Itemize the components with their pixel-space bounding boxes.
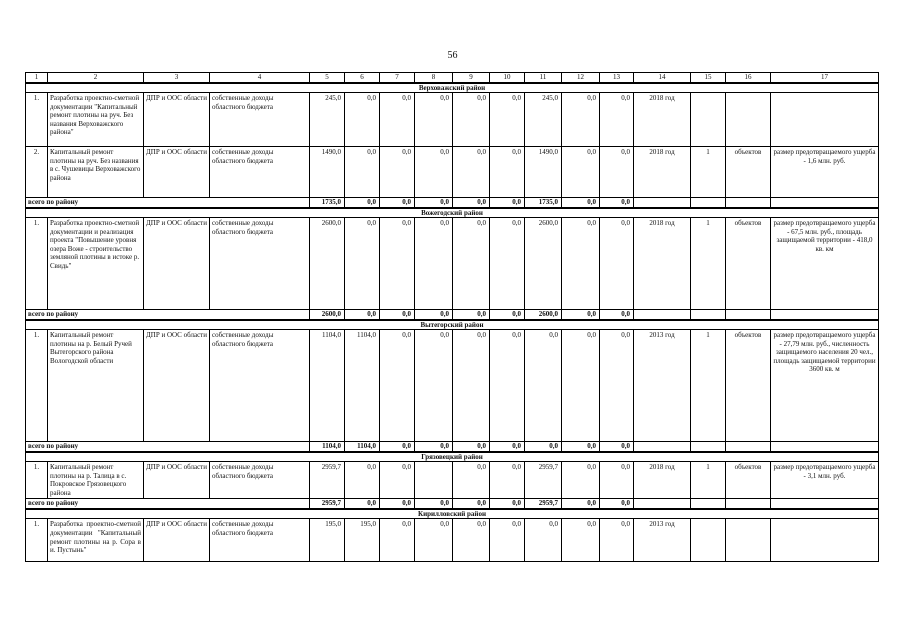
- column-number: 2: [48, 73, 144, 83]
- amount-v12: 0,0: [562, 147, 600, 198]
- total-empty: [691, 310, 726, 320]
- column-number: 10: [490, 73, 525, 83]
- total-v8: 0,0: [415, 310, 453, 320]
- total-v9: 0,0: [453, 499, 490, 509]
- funding-source: собственные доходы областного бюджета: [210, 462, 310, 499]
- total-empty: [726, 310, 771, 320]
- amount-v7: 0,0: [380, 93, 415, 147]
- amount-v6: 0,0: [345, 218, 380, 310]
- amount-v9: 0,0: [453, 330, 490, 442]
- district-total-row: [26, 499, 879, 509]
- amount-v5: 195,0: [310, 519, 345, 562]
- indicator-value: 1: [691, 147, 726, 198]
- amount-v11: 1490,0: [525, 147, 562, 198]
- expected-effect: размер предотвращаемого ущерба - 3,1 млн. руб.: [771, 462, 879, 499]
- district-name: Вожегодский район: [26, 208, 879, 218]
- total-v9: 0,0: [453, 198, 490, 208]
- total-v7: 0,0: [380, 310, 415, 320]
- district-name: Грязовецкий район: [26, 452, 879, 462]
- total-v13: 0,0: [600, 198, 634, 208]
- total-empty: [634, 310, 691, 320]
- indicator-value: [691, 519, 726, 562]
- total-v7: 0,0: [380, 499, 415, 509]
- total-empty: [691, 198, 726, 208]
- completion-year: 2013 год: [634, 330, 691, 442]
- district-name: Верховажский район: [26, 83, 879, 93]
- total-empty: [726, 499, 771, 509]
- executor: ДПР и ООС области: [144, 462, 210, 499]
- total-v11: 2600,0: [525, 310, 562, 320]
- column-number: 7: [380, 73, 415, 83]
- indicator-value: 1: [691, 330, 726, 442]
- column-number: 9: [453, 73, 490, 83]
- district-header-row: [26, 208, 879, 218]
- total-v10: 0,0: [490, 198, 525, 208]
- column-number: 11: [525, 73, 562, 83]
- amount-v13: 0,0: [600, 218, 634, 310]
- amount-v13: 0,0: [600, 330, 634, 442]
- funding-source: собственные доходы областного бюджета: [210, 93, 310, 147]
- district-total-row: [26, 310, 879, 320]
- executor: ДПР и ООС области: [144, 93, 210, 147]
- amount-v8: [415, 462, 453, 499]
- column-number: 4: [210, 73, 310, 83]
- row-number: 1.: [26, 93, 48, 147]
- row-number: 1.: [26, 330, 48, 442]
- amount-v13: 0,0: [600, 462, 634, 499]
- column-number: 1: [26, 73, 48, 83]
- amount-v6: 195,0: [345, 519, 380, 562]
- amount-v7: 0,0: [380, 330, 415, 442]
- amount-v9: 0,0: [453, 147, 490, 198]
- total-empty: [691, 442, 726, 452]
- indicator-value: [691, 93, 726, 147]
- total-v7: 0,0: [380, 198, 415, 208]
- district-header-row: [26, 320, 879, 330]
- total-v5: 1735,0: [310, 198, 345, 208]
- program-table: [25, 72, 879, 562]
- total-v8: 0,0: [415, 442, 453, 452]
- total-empty: [726, 442, 771, 452]
- total-v11: 2959,7: [525, 499, 562, 509]
- total-v5: 2959,7: [310, 499, 345, 509]
- indicator-unit: [726, 519, 771, 562]
- amount-v9: 0,0: [453, 218, 490, 310]
- indicator-unit: объектов: [726, 462, 771, 499]
- expected-effect: размер предотвращаемого ущерба - 27,79 млн. руб., численность защищаемого населения 20 чел., площадь защищаемой территории 3600 кв. м: [771, 330, 879, 442]
- total-v9: 0,0: [453, 310, 490, 320]
- total-v6: 0,0: [345, 499, 380, 509]
- indicator-unit: объектов: [726, 147, 771, 198]
- amount-v9: 0,0: [453, 519, 490, 562]
- column-number: 15: [691, 73, 726, 83]
- amount-v10: 0,0: [490, 462, 525, 499]
- amount-v13: 0,0: [600, 519, 634, 562]
- total-v5: 2600,0: [310, 310, 345, 320]
- column-number: 8: [415, 73, 453, 83]
- amount-v6: 0,0: [345, 93, 380, 147]
- indicator-value: 1: [691, 462, 726, 499]
- total-v6: 1104,0: [345, 442, 380, 452]
- district-header-row: [26, 452, 879, 462]
- amount-v8: 0,0: [415, 147, 453, 198]
- total-v10: 0,0: [490, 499, 525, 509]
- table-row: [26, 330, 879, 442]
- amount-v12: 0,0: [562, 330, 600, 442]
- district-header-row: [26, 509, 879, 519]
- amount-v10: 0,0: [490, 218, 525, 310]
- amount-v9: 0,0: [453, 462, 490, 499]
- column-number: 6: [345, 73, 380, 83]
- measure-name: Капитальный ремонт плотины на р. Талица в с. Покровское Грязовецкого района: [48, 462, 144, 499]
- total-empty: [771, 442, 879, 452]
- total-v7: 0,0: [380, 442, 415, 452]
- funding-source: собственные доходы областного бюджета: [210, 147, 310, 198]
- executor: ДПР и ООС области: [144, 330, 210, 442]
- amount-v10: 0,0: [490, 147, 525, 198]
- table-row: [26, 462, 879, 499]
- total-empty: [634, 442, 691, 452]
- column-number: 17: [771, 73, 879, 83]
- total-v5: 1104,0: [310, 442, 345, 452]
- total-v12: 0,0: [562, 442, 600, 452]
- amount-v11: 2600,0: [525, 218, 562, 310]
- funding-source: собственные доходы областного бюджета: [210, 330, 310, 442]
- amount-v8: 0,0: [415, 218, 453, 310]
- measure-name: Разработка проектно-сметной документации "Капитальный ремонт плотины на р. Сора в и. Пустынь": [48, 519, 144, 562]
- measure-name: Разработка проектно-сметной документации "Капитальный ремонт плотины на руч. Без названия Верховажского района": [48, 93, 144, 147]
- amount-v9: 0,0: [453, 93, 490, 147]
- column-number-row: [26, 73, 879, 83]
- district-total-row: [26, 198, 879, 208]
- total-empty: [771, 310, 879, 320]
- total-empty: [634, 198, 691, 208]
- total-v11: 0,0: [525, 442, 562, 452]
- district-header-row: [26, 83, 879, 93]
- total-v10: 0,0: [490, 442, 525, 452]
- district-name: Кирилловский район: [26, 509, 879, 519]
- total-v12: 0,0: [562, 499, 600, 509]
- amount-v5: 245,0: [310, 93, 345, 147]
- total-v13: 0,0: [600, 310, 634, 320]
- total-empty: [726, 198, 771, 208]
- total-v6: 0,0: [345, 310, 380, 320]
- amount-v11: 245,0: [525, 93, 562, 147]
- total-v8: 0,0: [415, 198, 453, 208]
- total-empty: [771, 499, 879, 509]
- amount-v10: 0,0: [490, 330, 525, 442]
- completion-year: 2018 год: [634, 462, 691, 499]
- amount-v11: 0,0: [525, 330, 562, 442]
- column-number: 5: [310, 73, 345, 83]
- amount-v10: 0,0: [490, 93, 525, 147]
- amount-v10: 0,0: [490, 519, 525, 562]
- amount-v5: 1104,0: [310, 330, 345, 442]
- table-row: [26, 218, 879, 310]
- indicator-unit: [726, 93, 771, 147]
- amount-v5: 1490,0: [310, 147, 345, 198]
- measure-name: Капитальный ремонт плотины на р. Белый Ручей Вытегорского района Вологодской области: [48, 330, 144, 442]
- amount-v8: 0,0: [415, 519, 453, 562]
- total-v10: 0,0: [490, 310, 525, 320]
- amount-v8: 0,0: [415, 93, 453, 147]
- amount-v12: 0,0: [562, 93, 600, 147]
- row-number: 1.: [26, 462, 48, 499]
- indicator-unit: объектов: [726, 330, 771, 442]
- column-number: 13: [600, 73, 634, 83]
- completion-year: 2013 год: [634, 519, 691, 562]
- total-label: всего по району: [26, 310, 310, 320]
- total-empty: [691, 499, 726, 509]
- funding-source: собственные доходы областного бюджета: [210, 218, 310, 310]
- expected-effect: размер предотвращаемого ущерба - 1,6 млн. руб.: [771, 147, 879, 198]
- amount-v7: 0,0: [380, 218, 415, 310]
- total-empty: [771, 198, 879, 208]
- amount-v13: 0,0: [600, 147, 634, 198]
- amount-v13: 0,0: [600, 93, 634, 147]
- amount-v7: 0,0: [380, 147, 415, 198]
- amount-v6: 0,0: [345, 147, 380, 198]
- total-v13: 0,0: [600, 442, 634, 452]
- column-number: 16: [726, 73, 771, 83]
- row-number: 1.: [26, 218, 48, 310]
- amount-v12: 0,0: [562, 519, 600, 562]
- column-number: 3: [144, 73, 210, 83]
- executor: ДПР и ООС области: [144, 147, 210, 198]
- measure-name: Разработка проектно-сметной документации и реализация проекта "Повышение уровня озера Воже - строительство земляной плотины в истоке р. Свидь": [48, 218, 144, 310]
- amount-v8: 0,0: [415, 330, 453, 442]
- total-label: всего по району: [26, 198, 310, 208]
- funding-source: собственные доходы областного бюджета: [210, 519, 310, 562]
- indicator-value: 1: [691, 218, 726, 310]
- amount-v11: 0,0: [525, 519, 562, 562]
- amount-v7: 0,0: [380, 462, 415, 499]
- executor: ДПР и ООС области: [144, 519, 210, 562]
- completion-year: 2018 год: [634, 147, 691, 198]
- expected-effect: [771, 519, 879, 562]
- row-number: 2.: [26, 147, 48, 198]
- district-total-row: [26, 442, 879, 452]
- completion-year: 2018 год: [634, 218, 691, 310]
- row-number: 1.: [26, 519, 48, 562]
- completion-year: 2018 год: [634, 93, 691, 147]
- total-v12: 0,0: [562, 198, 600, 208]
- table-row: [26, 147, 879, 198]
- total-label: всего по району: [26, 442, 310, 452]
- amount-v6: 0,0: [345, 462, 380, 499]
- amount-v7: 0,0: [380, 519, 415, 562]
- table-row: [26, 93, 879, 147]
- district-name: Вытегорский район: [26, 320, 879, 330]
- page-number: 56: [447, 50, 458, 61]
- total-label: всего по району: [26, 499, 310, 509]
- column-number: 14: [634, 73, 691, 83]
- total-v8: 0,0: [415, 499, 453, 509]
- total-v13: 0,0: [600, 499, 634, 509]
- table-row: [26, 519, 879, 562]
- total-empty: [634, 499, 691, 509]
- column-number: 12: [562, 73, 600, 83]
- amount-v6: 1104,0: [345, 330, 380, 442]
- measure-name: Капитальный ремонт плотины на руч. Без названия в с. Чушевицы Верховажского района: [48, 147, 144, 198]
- expected-effect: [771, 93, 879, 147]
- amount-v12: 0,0: [562, 462, 600, 499]
- total-v12: 0,0: [562, 310, 600, 320]
- amount-v5: 2600,0: [310, 218, 345, 310]
- executor: ДПР и ООС области: [144, 218, 210, 310]
- amount-v5: 2959,7: [310, 462, 345, 499]
- total-v6: 0,0: [345, 198, 380, 208]
- amount-v12: 0,0: [562, 218, 600, 310]
- total-v11: 1735,0: [525, 198, 562, 208]
- indicator-unit: объектов: [726, 218, 771, 310]
- expected-effect: размер предотвращаемого ущерба - 67,5 млн. руб., площадь защищаемой территории - 418,0 кв. км: [771, 218, 879, 310]
- amount-v11: 2959,7: [525, 462, 562, 499]
- total-v9: 0,0: [453, 442, 490, 452]
